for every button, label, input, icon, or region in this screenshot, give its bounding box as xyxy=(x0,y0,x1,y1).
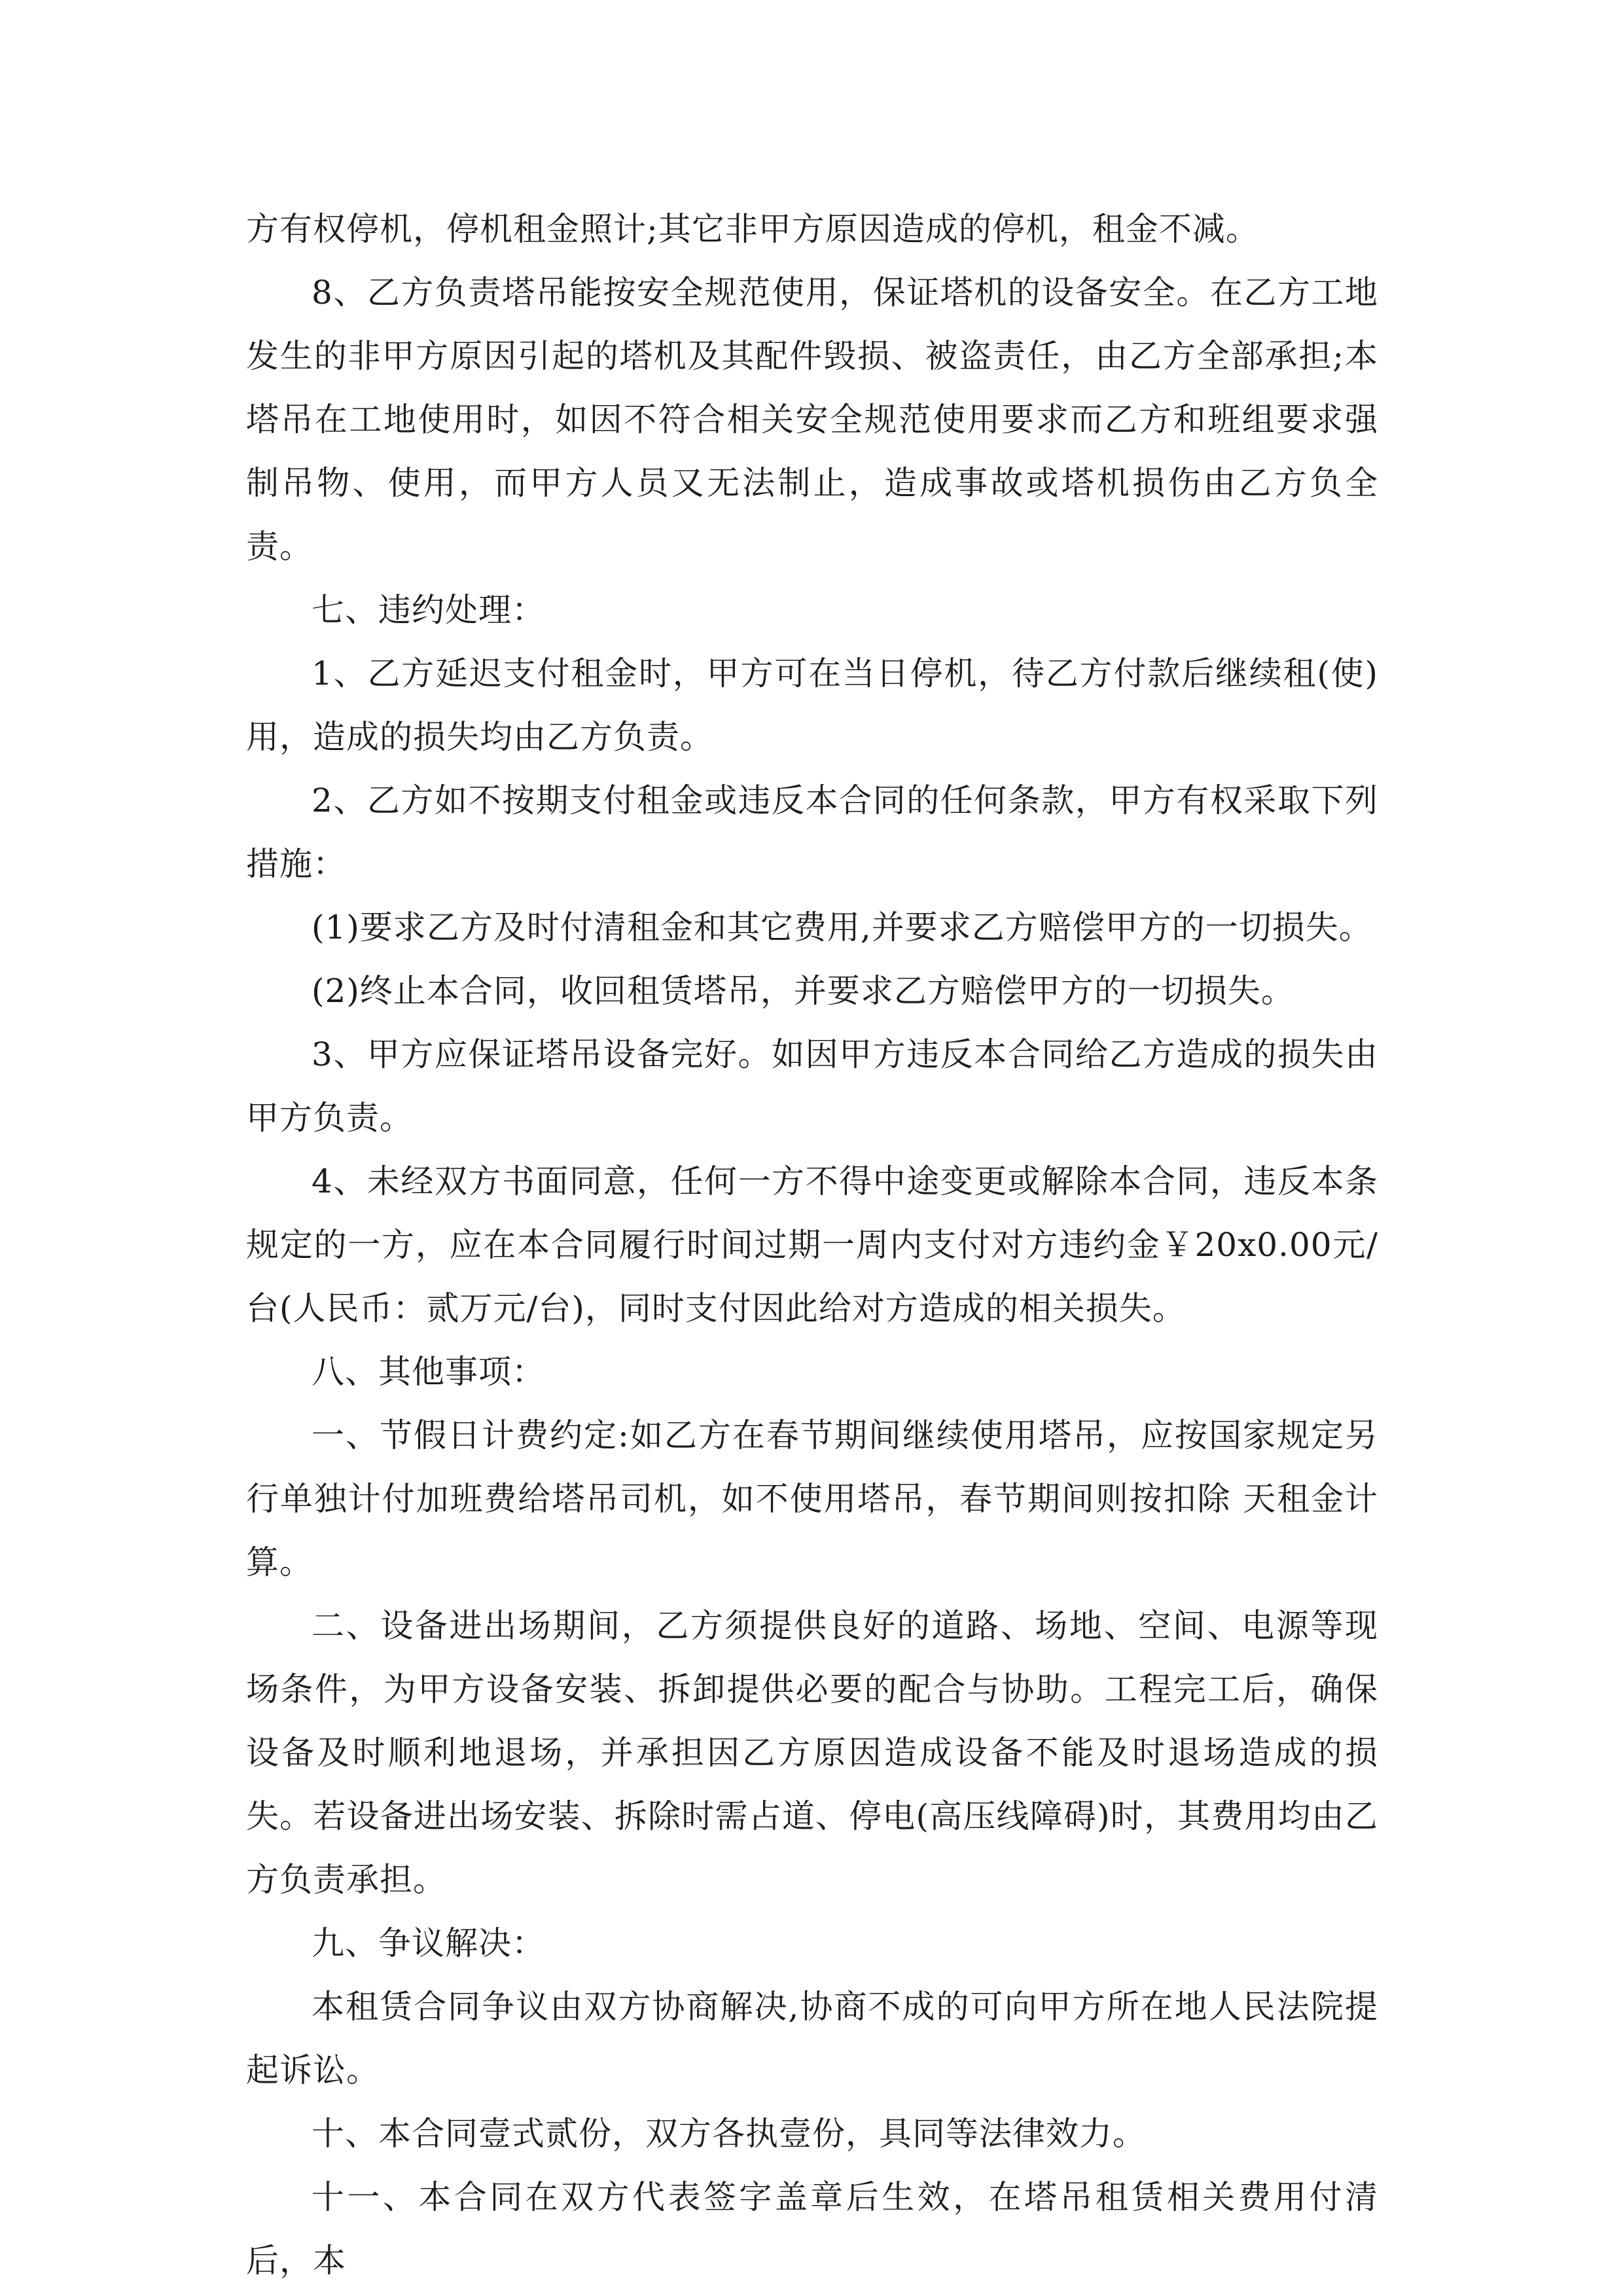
paragraph-clause-11: 十一、本合同在双方代表签字盖章后生效，在塔吊租赁相关费用付清后，本 xyxy=(246,2178,1378,2280)
paragraph-breach-1: 1、乙方延迟支付租金时，甲方可在当日停机，待乙方付款后继续租(使)用，造成的损失均由乙方负责。 xyxy=(246,655,1378,756)
document-body xyxy=(246,198,1378,2293)
paragraph-breach-2-item-2: (2)终止本合同，收回租赁塔吊，并要求乙方赔偿甲方的一切损失。 xyxy=(312,972,1294,1010)
paragraph-continuation: 方有权停机，停机租金照计;其它非甲方原因造成的停机，租金不减。 xyxy=(246,210,1259,248)
paragraph-breach-4: 4、未经双方书面同意，任何一方不得中途变更或解除本合同，违反本条规定的一方，应在本合同履行时间过期一周内支付对方违约金￥20x0.00元/台(人民币：贰万元/台)，同时支付因此给对方造成的相关损失。 xyxy=(246,1162,1378,1327)
paragraph-clause-8: 8、乙方负责塔吊能按安全规范使用，保证塔机的设备安全。在乙方工地发生的非甲方原因引起的塔机及其配件毁损、被盗责任，由乙方全部承担;本塔吊在工地使用时，如因不符合相关安全规范使用要求而乙方和班组要求强制吊物、使用，而甲方人员又无法制止，造成事故或塔机损伤由乙方负全责。 xyxy=(246,274,1378,565)
section-heading-other: 八、其他事项： xyxy=(312,1353,545,1391)
paragraph-clause-10: 十、本合同壹式贰份，双方各执壹份，具同等法律效力。 xyxy=(312,2115,1146,2153)
paragraph-other-2: 二、设备进出场期间，乙方须提供良好的道路、场地、空间、电源等现场条件，为甲方设备安装、拆卸提供必要的配合与协助。工程完工后，确保设备及时顺利地退场，并承担因乙方原因造成设备不能及时退场造成的损失。若设备进出场安装、拆除时需占道、停电(高压线障碍)时，其费用均由乙方负责承担。 xyxy=(246,1607,1378,1899)
paragraph-breach-3: 3、甲方应保证塔吊设备完好。如因甲方违反本合同给乙方造成的损失由甲方负责。 xyxy=(246,1035,1378,1137)
section-heading-breach: 七、违约处理： xyxy=(312,591,545,629)
section-heading-dispute: 九、争议解决： xyxy=(312,1924,545,1962)
paragraph-dispute: 本租赁合同争议由双方协商解决,协商不成的可向甲方所在地人民法院提起诉讼。 xyxy=(246,1988,1378,2089)
paragraph-breach-2: 2、乙方如不按期支付租金或违反本合同的任何条款，甲方有权采取下列措施： xyxy=(246,781,1378,883)
paragraph-breach-2-item-1: (1)要求乙方及时付清租金和其它费用,并要求乙方赔偿甲方的一切损失。 xyxy=(312,908,1372,946)
paragraph-other-1: 一、节假日计费约定:如乙方在春节期间继续使用塔吊，应按国家规定另行单独计付加班费给塔吊司机，如不使用塔吊，春节期间则按扣除 天租金计算。 xyxy=(246,1416,1378,1581)
